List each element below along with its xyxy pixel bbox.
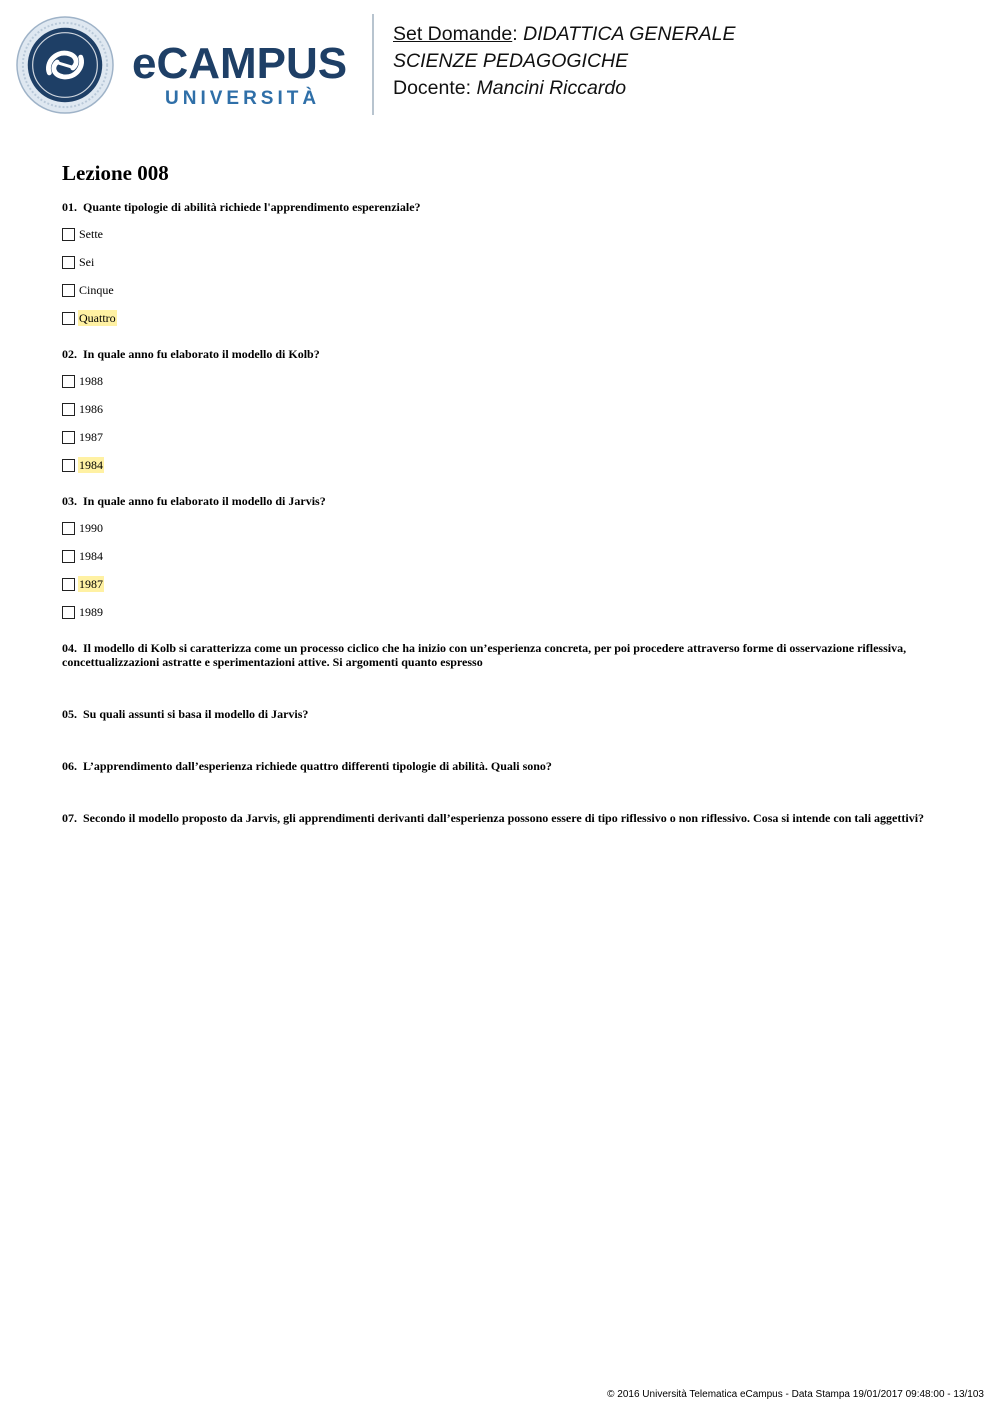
question-02 [62, 347, 932, 473]
question-01 [62, 200, 932, 326]
svg-text:eCAMPUS: eCAMPUS [132, 40, 348, 88]
answer-option[interactable] [62, 401, 932, 417]
checkbox[interactable] [62, 375, 75, 388]
question-text [62, 707, 932, 721]
question-body: In quale anno fu elaborato il modello di Kolb? [83, 347, 320, 361]
answer-option[interactable] [62, 429, 932, 445]
svg-text:UNIVERSITÀ: UNIVERSITÀ [165, 88, 321, 109]
question-number: 04. [62, 641, 77, 655]
questions-content [62, 161, 932, 863]
question-number: 07. [62, 811, 77, 825]
lesson-title: Lezione 008 [62, 161, 169, 185]
question-06 [62, 759, 932, 773]
checkbox[interactable] [62, 522, 75, 535]
question-03 [62, 494, 932, 620]
checkbox[interactable] [62, 312, 75, 325]
answer-option[interactable] [62, 576, 932, 592]
answer-option[interactable] [62, 373, 932, 389]
question-number: 03. [62, 494, 77, 508]
answer-option[interactable] [62, 282, 932, 298]
ecampus-wordmark [132, 40, 356, 110]
set-label: Set Domande [393, 23, 513, 45]
answer-option[interactable] [62, 254, 932, 270]
option-label-highlighted: 1984 [79, 458, 103, 472]
question-text [62, 759, 932, 773]
set-line: Set Domande: DIDATTICA GENERALE [393, 23, 736, 45]
set-value: DIDATTICA GENERALE [523, 23, 736, 45]
option-label: 1986 [79, 402, 103, 416]
question-text [62, 494, 932, 508]
teacher-label: Docente: [393, 77, 472, 99]
answer-option[interactable] [62, 226, 932, 242]
teacher-line [393, 75, 735, 102]
question-number: 01. [62, 200, 77, 214]
header-info [393, 21, 735, 102]
option-label: 1989 [79, 605, 103, 619]
checkbox[interactable] [62, 403, 75, 416]
option-label: Sette [79, 227, 103, 241]
answer-option[interactable] [62, 548, 932, 564]
header-divider [372, 14, 374, 115]
checkbox[interactable] [62, 431, 75, 444]
question-number: 05. [62, 707, 77, 721]
checkbox[interactable] [62, 459, 75, 472]
question-body: Secondo il modello proposto da Jarvis, gli apprendimenti derivanti dall’esperienza possono essere di tipo riflessivo o non riflessivo. Cosa si intende con tali aggettivi? [83, 811, 925, 825]
answer-option[interactable] [62, 457, 932, 473]
question-body: Quante tipologie di abilità richiede l'apprendimento esperenziale? [83, 200, 421, 214]
question-text [62, 641, 932, 669]
question-number: 06. [62, 759, 77, 773]
course-name: SCIENZE PEDAGOGICHE [393, 50, 629, 72]
question-body: L’apprendimento dall’esperienza richiede quattro differenti tipologie di abilità. Quali sono? [83, 759, 552, 773]
option-label-highlighted: 1987 [79, 577, 103, 591]
checkbox[interactable] [62, 606, 75, 619]
question-body: In quale anno fu elaborato il modello di Jarvis? [83, 494, 326, 508]
checkbox[interactable] [62, 550, 75, 563]
option-label: Cinque [79, 283, 114, 297]
question-text [62, 200, 932, 214]
option-label-highlighted: Quattro [79, 311, 116, 325]
question-05 [62, 707, 932, 721]
answer-option[interactable] [62, 604, 932, 620]
question-body: Il modello di Kolb si caratterizza come un processo ciclico che ha inizio con un’esperienza concreta, per poi procedere attraverso forme di osservazione riflessiva, concettualizzazioni astratte e sperimentazioni attive. Si argomenti quanto espresso [62, 641, 907, 669]
page-footer: © 2016 Università Telematica eCampus - Data Stampa 19/01/2017 09:48:00 - 13/103 [607, 1389, 984, 1400]
checkbox[interactable] [62, 284, 75, 297]
checkbox[interactable] [62, 578, 75, 591]
question-04 [62, 641, 932, 669]
question-text [62, 811, 932, 825]
option-label: 1987 [79, 430, 103, 444]
answer-option[interactable] [62, 310, 932, 326]
option-label: 1984 [79, 549, 103, 563]
question-number: 02. [62, 347, 77, 361]
ecampus-seal-logo [16, 16, 114, 114]
option-label: Sei [79, 255, 95, 269]
question-body: Su quali assunti si basa il modello di Jarvis? [83, 707, 309, 721]
question-text [62, 347, 932, 361]
option-label: 1990 [79, 521, 103, 535]
teacher-name: Mancini Riccardo [476, 77, 627, 99]
option-label: 1988 [79, 374, 103, 388]
checkbox[interactable] [62, 256, 75, 269]
checkbox[interactable] [62, 228, 75, 241]
answer-option[interactable] [62, 520, 932, 536]
question-07 [62, 811, 932, 825]
